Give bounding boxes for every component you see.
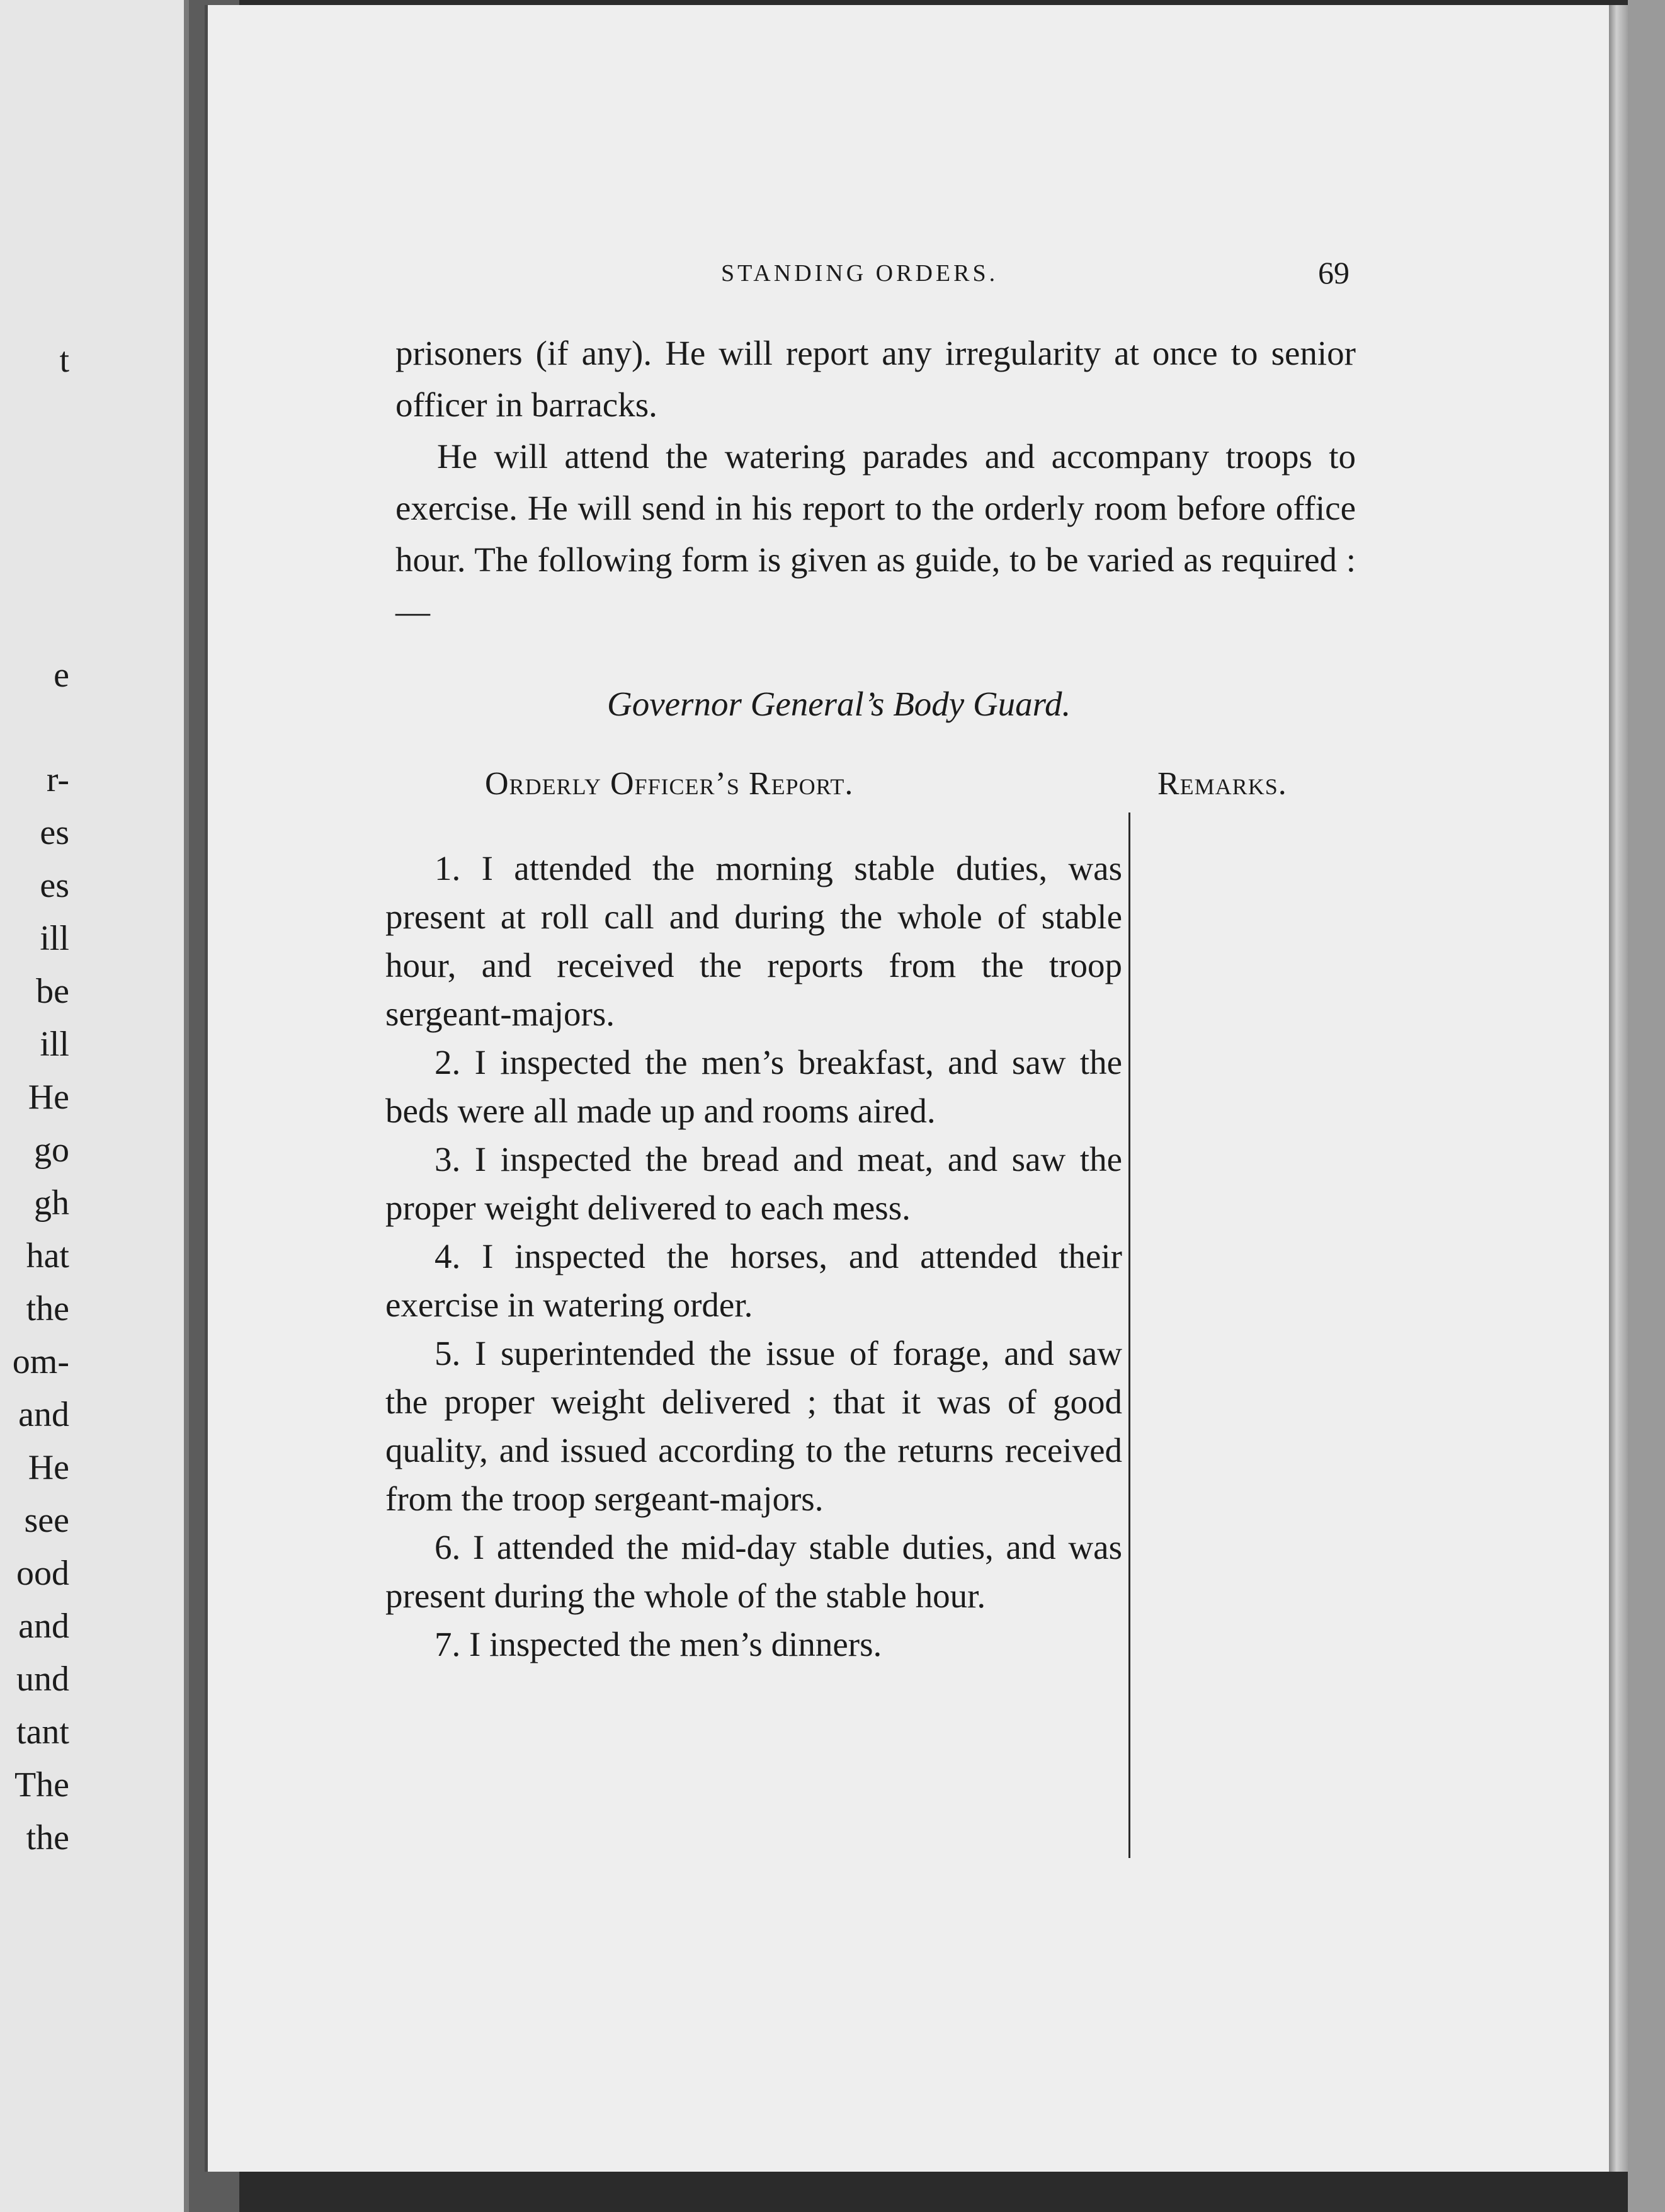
left-fragment: and <box>18 1607 69 1646</box>
report-column-heading: Orderly Officer’s Report. <box>485 766 854 802</box>
report-items <box>385 844 1122 1668</box>
report-item: 1. I attended the morning stable duties, was present at roll call and during the whole of stable hour, and received the reports from the troop sergeant-majors. <box>385 849 1122 1033</box>
left-fragment: tant <box>16 1713 69 1752</box>
page-edge <box>1609 5 1628 2172</box>
left-fragment: ill <box>40 1025 69 1064</box>
left-fragment: and <box>18 1395 69 1434</box>
left-fragment: und <box>16 1660 69 1699</box>
paragraph: He will attend the watering parades and accompany troops to exercise. He will send in his report to the orderly room before office hour. The following form is given as guide, to be varied as required :— <box>395 437 1356 630</box>
left-fragment: gh <box>34 1183 69 1223</box>
running-head: STANDING ORDERS. <box>721 260 999 287</box>
left-fragment: The <box>14 1765 69 1804</box>
left-fragment: go <box>34 1131 69 1170</box>
left-fragment: es <box>40 866 69 905</box>
left-fragment: ood <box>16 1554 69 1593</box>
page-edge-outer <box>1628 0 1665 2212</box>
left-fragment: ill <box>40 919 69 958</box>
column-divider <box>1128 812 1130 1858</box>
left-fragment: e <box>54 656 69 695</box>
left-fragment: the <box>26 1289 69 1328</box>
left-fragment: om- <box>12 1342 69 1381</box>
remarks-column-heading: Remarks. <box>1157 766 1287 802</box>
report-item: 5. I superintended the issue of forage, and saw the proper weight delivered ; that it was of good quality, and issued according to the returns received from the troop sergeant-majors. <box>385 1334 1122 1518</box>
left-fragment: see <box>24 1501 69 1540</box>
report-item: 2. I inspected the men’s breakfast, and saw the beds were all made up and rooms aired. <box>385 1043 1122 1130</box>
left-fragment: He <box>28 1448 69 1487</box>
left-page <box>0 0 189 2212</box>
left-fragment: He <box>28 1078 69 1117</box>
left-fragment: r- <box>46 760 69 799</box>
left-fragment: the <box>26 1818 69 1857</box>
left-fragment: be <box>36 972 69 1011</box>
left-fragment: hat <box>26 1236 69 1275</box>
form-title: Governor General’s Body Guard. <box>607 685 1071 723</box>
body-text <box>395 328 1356 637</box>
left-fragment: t <box>59 341 69 380</box>
report-item: 7. I inspected the men’s dinners. <box>435 1625 882 1663</box>
left-page-edge <box>184 0 189 2212</box>
report-item: 4. I inspected the horses, and attended their exercise in watering order. <box>385 1237 1122 1324</box>
report-item: 3. I inspected the bread and meat, and saw the proper weight delivered to each mess. <box>385 1140 1122 1227</box>
page-number: 69 <box>1318 255 1350 290</box>
left-fragment: es <box>40 813 69 852</box>
report-item: 6. I attended the mid-day stable duties, and was present during the whole of the stable hour. <box>385 1528 1122 1615</box>
paragraph: prisoners (if any). He will report any irregularity at once to senior officer in barracks. <box>395 334 1356 424</box>
